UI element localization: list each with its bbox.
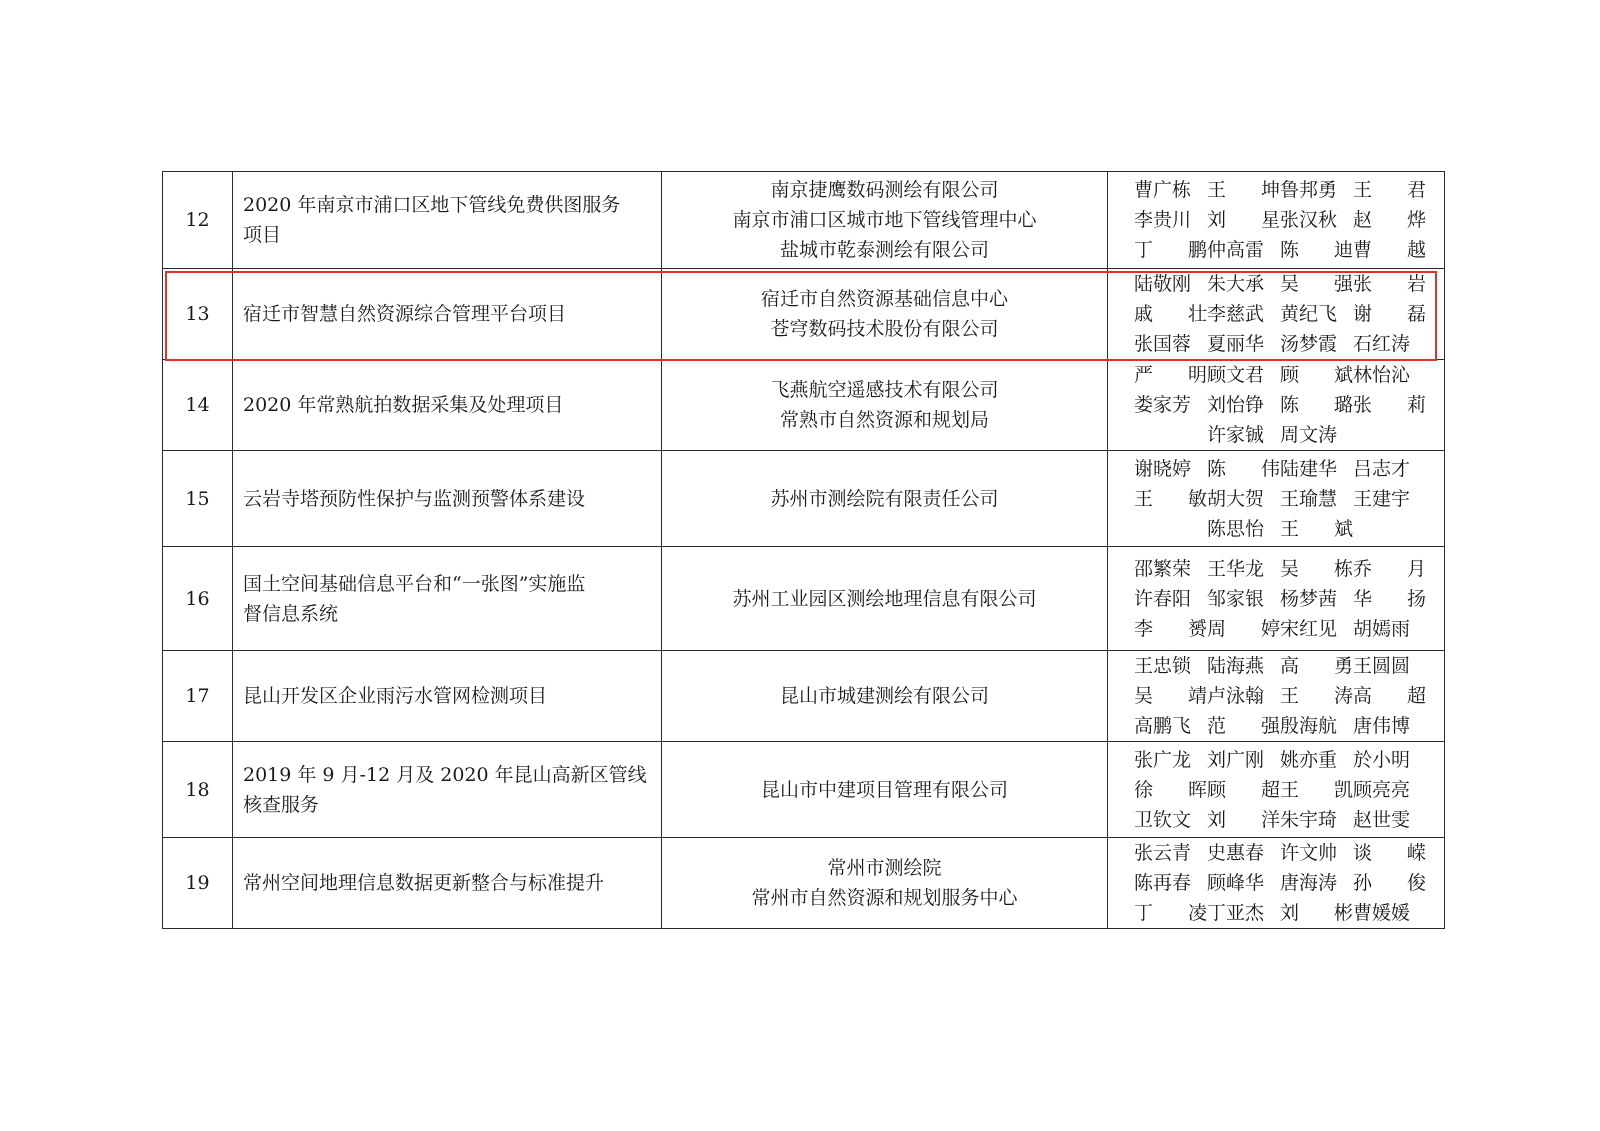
participant-name: 殷海航 — [1280, 715, 1338, 737]
row-number-cell: 19 — [163, 838, 233, 929]
organization-name: 盐城市乾泰测绘有限公司 — [779, 239, 989, 261]
organization-cell — [662, 547, 1108, 651]
participant-name: 刘 洋 — [1207, 808, 1280, 831]
participant-name: 顾文君 — [1207, 364, 1265, 386]
award-table — [162, 171, 1445, 929]
project-name-line: 2019 年 9 月-12 月及 2020 年昆山高新区管线 — [243, 763, 647, 786]
participant-name: 张广龙 — [1134, 748, 1192, 771]
table-row — [163, 742, 1445, 838]
row-number-cell: 15 — [163, 451, 233, 547]
row-number-cell: 14 — [163, 360, 233, 451]
project-name-cell — [233, 451, 662, 547]
participant-name: 高 勇 — [1280, 655, 1353, 677]
organization-cell — [662, 838, 1108, 929]
participant-name: 陆敬刚 — [1134, 273, 1192, 295]
participant-name: 范 强 — [1207, 715, 1280, 737]
organization-name: 宿迁市自然资源基础信息中心 — [760, 288, 1008, 310]
participant-name: 唐海涛 — [1280, 872, 1338, 894]
participant-name: 刘 星 — [1207, 209, 1280, 231]
participant-name: 赵世雯 — [1353, 808, 1411, 831]
participant-name: 黄纪飞 — [1280, 303, 1338, 325]
row-number-cell: 17 — [163, 651, 233, 742]
participant-name: 孙 俊 — [1353, 872, 1426, 894]
project-name-line: 督信息系统 — [243, 602, 339, 625]
participant-name: 陆海燕 — [1207, 655, 1265, 677]
organization-name: 昆山市城建测绘有限公司 — [779, 685, 989, 707]
participants-grid — [1134, 175, 1426, 265]
participant-name: 陈 璐 — [1280, 394, 1353, 416]
participant-name: 於小明 — [1353, 748, 1411, 771]
participant-name: 吴 栋 — [1280, 557, 1353, 580]
participant-name: 高 超 — [1353, 685, 1426, 707]
participant-name: 卫钦文 — [1134, 808, 1192, 831]
project-name-cell — [233, 742, 662, 838]
participant-name: 陆建华 — [1280, 457, 1338, 480]
row-number-cell: 12 — [163, 172, 233, 269]
project-name-cell — [233, 838, 662, 929]
participant-name: 邹家银 — [1207, 587, 1265, 610]
organization-name: 南京市浦口区城市地下管线管理中心 — [732, 209, 1037, 231]
participant-name: 顾 超 — [1207, 778, 1280, 801]
organization-cell — [662, 451, 1108, 547]
participant-name: 王 坤 — [1207, 179, 1280, 201]
participant-name: 谈 嵘 — [1353, 842, 1426, 864]
participants-grid — [1134, 745, 1418, 835]
project-name-line: 2020 年南京市浦口区地下管线免费供图服务 — [243, 194, 621, 216]
participants-grid — [1134, 651, 1426, 741]
participant-name: 王圆圆 — [1353, 655, 1411, 677]
project-name-cell — [233, 651, 662, 742]
project-name-line: 国土空间基础信息平台和“一张图”实施监 — [243, 572, 586, 595]
table-row — [163, 269, 1445, 360]
participant-name — [1134, 420, 1207, 450]
participants-cell — [1108, 172, 1445, 269]
participant-name: 石红涛 — [1353, 333, 1411, 355]
project-name-line: 宿迁市智慧自然资源综合管理平台项目 — [243, 303, 567, 325]
project-name-cell — [233, 269, 662, 360]
participant-name — [1353, 420, 1426, 450]
participant-name: 丁 鹏 — [1134, 239, 1207, 261]
table-row — [163, 651, 1445, 742]
participant-name: 姚亦重 — [1280, 748, 1338, 771]
participants-grid — [1134, 269, 1426, 359]
participant-name: 丁亚杰 — [1207, 902, 1265, 924]
project-name-line: 2020 年常熟航拍数据采集及处理项目 — [243, 394, 564, 416]
participant-name: 乔 月 — [1353, 557, 1426, 580]
participant-name: 唐伟博 — [1353, 715, 1411, 737]
participant-name — [1134, 514, 1207, 544]
row-number-cell: 16 — [163, 547, 233, 651]
row-number-cell: 13 — [163, 269, 233, 360]
project-name-line: 昆山开发区企业雨污水管网检测项目 — [243, 685, 548, 707]
organization-name: 苍穹数码技术股份有限公司 — [770, 318, 999, 340]
participant-name: 周文涛 — [1280, 424, 1338, 446]
project-name-line: 云岩寺塔预防性保护与监测预警体系建设 — [243, 487, 586, 510]
participant-name: 陈 伟 — [1207, 457, 1280, 480]
table-row — [163, 838, 1445, 929]
participant-name: 许文帅 — [1280, 842, 1338, 864]
participant-name: 吴 强 — [1280, 273, 1353, 295]
participant-name: 赵 烨 — [1353, 209, 1426, 231]
participant-name: 汤梦霞 — [1280, 333, 1338, 355]
participants-cell — [1108, 451, 1445, 547]
participant-name: 邵繁荣 — [1134, 557, 1192, 580]
participant-name: 陈再春 — [1134, 872, 1192, 894]
participant-name: 张 莉 — [1353, 394, 1426, 416]
participant-name: 刘怡铮 — [1207, 394, 1265, 416]
organization-name: 常州市自然资源和规划服务中心 — [751, 887, 1018, 909]
table-row — [163, 172, 1445, 269]
participant-name: 高鹏飞 — [1134, 715, 1192, 737]
participant-name: 史惠春 — [1207, 842, 1265, 864]
participant-name: 李 赟 — [1134, 617, 1207, 640]
participant-name: 顾 斌 — [1280, 364, 1353, 386]
participant-name: 陈思怡 — [1207, 517, 1265, 540]
participant-name: 谢晓婷 — [1134, 457, 1192, 480]
participant-name: 刘 彬 — [1280, 902, 1353, 924]
organization-cell — [662, 360, 1108, 451]
organization-cell — [662, 172, 1108, 269]
participant-name: 王 斌 — [1280, 517, 1353, 540]
organization-cell — [662, 269, 1108, 360]
participant-name: 张汉秋 — [1280, 209, 1338, 231]
participant-name: 王 君 — [1353, 179, 1426, 201]
table-row — [163, 547, 1445, 651]
participant-name: 丁 凌 — [1134, 902, 1207, 924]
participant-name: 仲高雷 — [1207, 239, 1265, 261]
participant-name: 胡大贺 — [1207, 487, 1265, 510]
participants-cell — [1108, 838, 1445, 929]
participant-name: 宋红见 — [1280, 617, 1338, 640]
participant-name: 李贵川 — [1134, 209, 1192, 231]
participant-name: 朱宇琦 — [1280, 808, 1338, 831]
participants-grid — [1134, 454, 1418, 544]
participant-name: 陈 迪 — [1280, 239, 1353, 261]
participant-name: 戚 壮 — [1134, 303, 1207, 325]
participant-name: 胡嫣雨 — [1353, 617, 1411, 640]
participant-name: 朱大承 — [1207, 273, 1265, 295]
participants-cell — [1108, 360, 1445, 451]
participant-name: 徐 晖 — [1134, 778, 1207, 801]
organization-name: 昆山市中建项目管理有限公司 — [760, 778, 1008, 801]
organization-name: 南京捷鹰数码测绘有限公司 — [770, 179, 999, 201]
participant-name: 张 岩 — [1353, 273, 1426, 295]
participant-name: 王 涛 — [1280, 685, 1353, 707]
organization-cell — [662, 742, 1108, 838]
participant-name: 张国蓉 — [1134, 333, 1192, 355]
participant-name — [1353, 514, 1426, 544]
project-name-cell — [233, 547, 662, 651]
participant-name: 李慈武 — [1207, 303, 1265, 325]
participant-name: 王忠锁 — [1134, 655, 1192, 677]
participants-cell — [1108, 269, 1445, 360]
participant-name: 刘广刚 — [1207, 748, 1265, 771]
organization-name: 飞燕航空遥感技术有限公司 — [770, 379, 999, 401]
participant-name: 谢 磊 — [1353, 303, 1426, 325]
table-row — [163, 451, 1445, 547]
project-name-line: 项目 — [243, 224, 282, 246]
participant-name: 王建宇 — [1353, 487, 1411, 510]
project-name-cell — [233, 360, 662, 451]
participant-name: 曹广栋 — [1134, 179, 1192, 201]
participants-grid — [1134, 554, 1426, 644]
participants-cell — [1108, 547, 1445, 651]
participant-name: 王 凯 — [1280, 778, 1353, 801]
participant-name: 娄家芳 — [1134, 394, 1192, 416]
participant-name: 曹媛媛 — [1353, 902, 1411, 924]
participant-name: 林怡沁 — [1353, 364, 1411, 386]
participant-name: 顾亮亮 — [1353, 778, 1411, 801]
participant-name: 张云青 — [1134, 842, 1192, 864]
organization-name: 常熟市自然资源和规划局 — [779, 409, 989, 431]
table-row — [163, 360, 1445, 451]
organization-name: 常州市测绘院 — [827, 857, 942, 879]
participants-grid — [1134, 360, 1426, 450]
participant-name: 曹 越 — [1353, 239, 1426, 261]
participant-name: 王华龙 — [1207, 557, 1265, 580]
participant-name: 杨梦茜 — [1280, 587, 1338, 610]
organization-name: 苏州工业园区测绘地理信息有限公司 — [732, 587, 1037, 610]
participant-name: 鲁邦勇 — [1280, 179, 1338, 201]
participants-cell — [1108, 742, 1445, 838]
participant-name: 严 明 — [1134, 364, 1207, 386]
participant-name: 许家铖 — [1207, 424, 1265, 446]
participants-grid — [1134, 838, 1426, 928]
award-table-body — [163, 172, 1445, 929]
participant-name: 王瑜慧 — [1280, 487, 1338, 510]
participant-name: 华 扬 — [1353, 587, 1426, 610]
organization-cell — [662, 651, 1108, 742]
participant-name: 周 婷 — [1207, 617, 1280, 640]
participant-name: 顾峰华 — [1207, 872, 1265, 894]
participant-name: 许春阳 — [1134, 587, 1192, 610]
organization-name: 苏州市测绘院有限责任公司 — [770, 487, 999, 510]
project-name-cell — [233, 172, 662, 269]
participant-name: 卢泳翰 — [1207, 685, 1265, 707]
participant-name: 吕志才 — [1353, 457, 1411, 480]
project-name-line: 常州空间地理信息数据更新整合与标准提升 — [243, 872, 605, 894]
participant-name: 吴 靖 — [1134, 685, 1207, 707]
participant-name: 夏丽华 — [1207, 333, 1265, 355]
project-name-line: 核查服务 — [243, 793, 320, 816]
participants-cell — [1108, 651, 1445, 742]
participant-name: 王 敏 — [1134, 487, 1207, 510]
row-number-cell: 18 — [163, 742, 233, 838]
